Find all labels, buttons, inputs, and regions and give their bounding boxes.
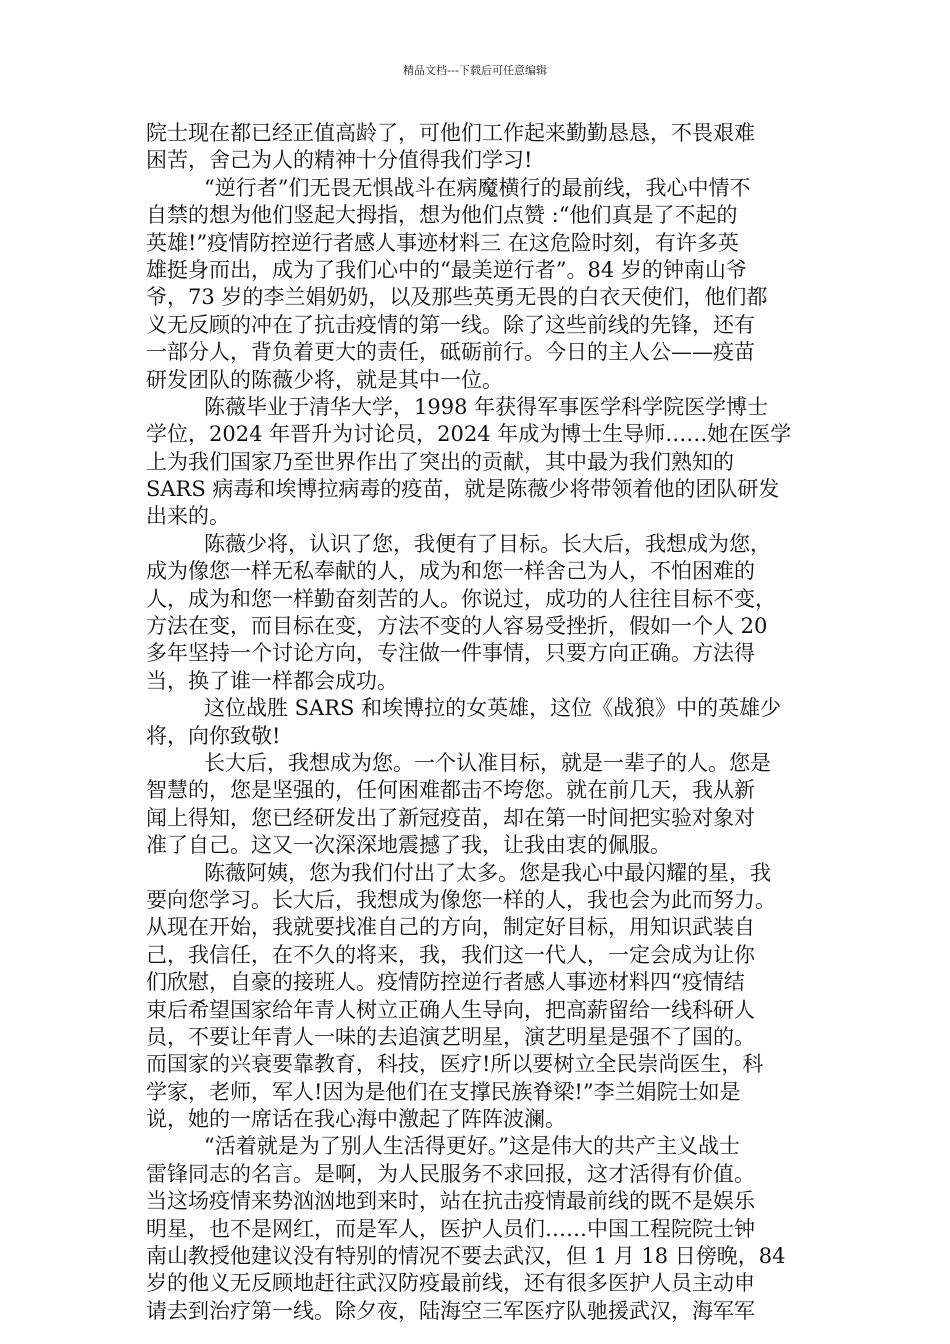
text-line: 英雄!”疫情防控逆行者感人事迹材料三 在这危险时刻，有许多英 bbox=[146, 230, 739, 255]
text-line: 陈薇毕业于清华大学，1998 年获得军事医学科学院医学博士 bbox=[204, 394, 769, 419]
text-line: 雷锋同志的名言。是啊，为人民服务不求回报，这才活得有价值。 bbox=[146, 1161, 755, 1186]
text-line: 将，向你致敬! bbox=[146, 723, 281, 748]
text-line: 院士现在都已经正值高龄了，可他们工作起来勤勤恳恳，不畏艰难 bbox=[146, 121, 755, 145]
text-line: 员，不要让年青人一味的去追演艺明星，演艺明星是强不了国的。 bbox=[146, 1024, 755, 1049]
text-line: “逆行者”们无畏无惧战斗在病魔横行的最前线，我心中情不 bbox=[204, 175, 751, 200]
text-line: 束后希望国家给年青人树立正确人生导向，把高薪留给一线科研人 bbox=[146, 997, 755, 1022]
text-line: 要向您学习。长大后，我想成为像您一样的人，我也会为此而努力。 bbox=[146, 887, 776, 912]
text-line: 方法在变，而目标在变，方法不变的人容易受挫折，假如一个人 20 bbox=[146, 614, 768, 639]
text-line: 陈薇少将，认识了您，我便有了目标。长大后，我想成为您， bbox=[204, 531, 771, 556]
text-line: SARS 病毒和埃博拉病毒的疫苗，就是陈薇少将带领着他的团队研发 bbox=[146, 477, 780, 502]
text-line: 一部分人，背负着更大的责任，砥砺前行。今日的主人公——疫苗 bbox=[146, 340, 755, 365]
text-line: 准了自己。这又一次深深地震撼了我，让我由衷的佩服。 bbox=[146, 833, 671, 858]
text-line: 闻上得知，您已经研发出了新冠疫苗，却在第一时间把实验对象对 bbox=[146, 805, 755, 830]
page-header: 精品文档---下载后可任意编辑 bbox=[403, 64, 547, 77]
text-line: 学位，2024 年晋升为讨论员，2024 年成为博士生导师……她在医学 bbox=[146, 422, 792, 447]
document-body bbox=[146, 120, 806, 1325]
text-line: 自禁的想为他们竖起大拇指，想为他们点赞 :“他们真是了不起的 bbox=[146, 203, 738, 228]
text-line: 陈薇阿姨，您为我们付出了太多。您是我心中最闪耀的星，我 bbox=[204, 860, 771, 885]
text-line: 们欣慰，自豪的接班人。疫情防控逆行者感人事迹材料四“疫情结 bbox=[146, 970, 745, 995]
text-line: 南山教授他建议没有特别的情况不要去武汉，但 1 月 18 日傍晚，84 bbox=[146, 1244, 786, 1269]
text-line: 雄挺身而出，成为了我们心中的“最美逆行者”。84 岁的钟南山爷 bbox=[146, 257, 747, 282]
text-line: 而国家的兴衰要靠教育，科技，医疗!所以要树立全民崇尚医生，科 bbox=[146, 1052, 764, 1077]
text-line: 长大后，我想成为您。一个认准目标，就是一辈子的人。您是 bbox=[204, 750, 771, 775]
text-line: 当这场疫情来势汹汹地到来时，站在抗击疫情最前线的既不是娱乐 bbox=[146, 1189, 755, 1214]
text-line: 出来的。 bbox=[146, 504, 230, 529]
text-line: 人，成为和您一样勤奋刻苦的人。你说过，成功的人往往目标不变， bbox=[146, 586, 776, 611]
text-line: 多年坚持一个讨论方向，专注做一件事情，只要方向正确。方法得 bbox=[146, 641, 755, 666]
text-line: 研发团队的陈薇少将，就是其中一位。 bbox=[146, 367, 503, 392]
text-line: 说，她的一席话在我心海中激起了阵阵波澜。 bbox=[146, 1107, 566, 1132]
text-line: 岁的他义无反顾地赶往武汉防疫最前线，还有很多医护人员主动申 bbox=[146, 1271, 755, 1296]
text-line: 爷，73 岁的李兰娟奶奶，以及那些英勇无畏的白衣天使们，他们都 bbox=[146, 285, 768, 310]
text-line: 义无反顾的冲在了抗击疫情的第一线。除了这些前线的先锋，还有 bbox=[146, 312, 755, 337]
text-line: 成为像您一样无私奉献的人，成为和您一样舍己为人，不怕困难的 bbox=[146, 559, 755, 584]
text-line: 明星，也不是网红，而是军人，医护人员们……中国工程院院士钟 bbox=[146, 1216, 755, 1241]
text-line: 智慧的，您是坚强的，任何困难都击不垮您。就在前几天，我从新 bbox=[146, 778, 755, 803]
text-line: 学家，老师，军人!因为是他们在支撑民族脊梁!”李兰娟院士如是 bbox=[146, 1079, 741, 1104]
text-line: 这位战胜 SARS 和埃博拉的女英雄，这位《战狼》中的英雄少 bbox=[204, 696, 782, 721]
text-line: “活着就是为了别人生活得更好。”这是伟大的共产主义战士 bbox=[204, 1134, 740, 1159]
text-line: 上为我们国家乃至世界作出了突出的贡献，其中最为我们熟知的 bbox=[146, 449, 734, 474]
text-line: 从现在开始，我就要找准自己的方向，制定好目标，用知识武装自 bbox=[146, 915, 755, 940]
text-line: 当，换了谁一样都会成功。 bbox=[146, 668, 398, 693]
text-line: 请去到治疗第一线。除夕夜，陆海空三军医疗队驰援武汉，海军军 bbox=[146, 1298, 755, 1323]
text-line: 己，我信任，在不久的将来，我，我们这一代人，一定会成为让你 bbox=[146, 942, 755, 967]
text-line: 困苦，舍己为人的精神十分值得我们学习! bbox=[146, 148, 533, 173]
